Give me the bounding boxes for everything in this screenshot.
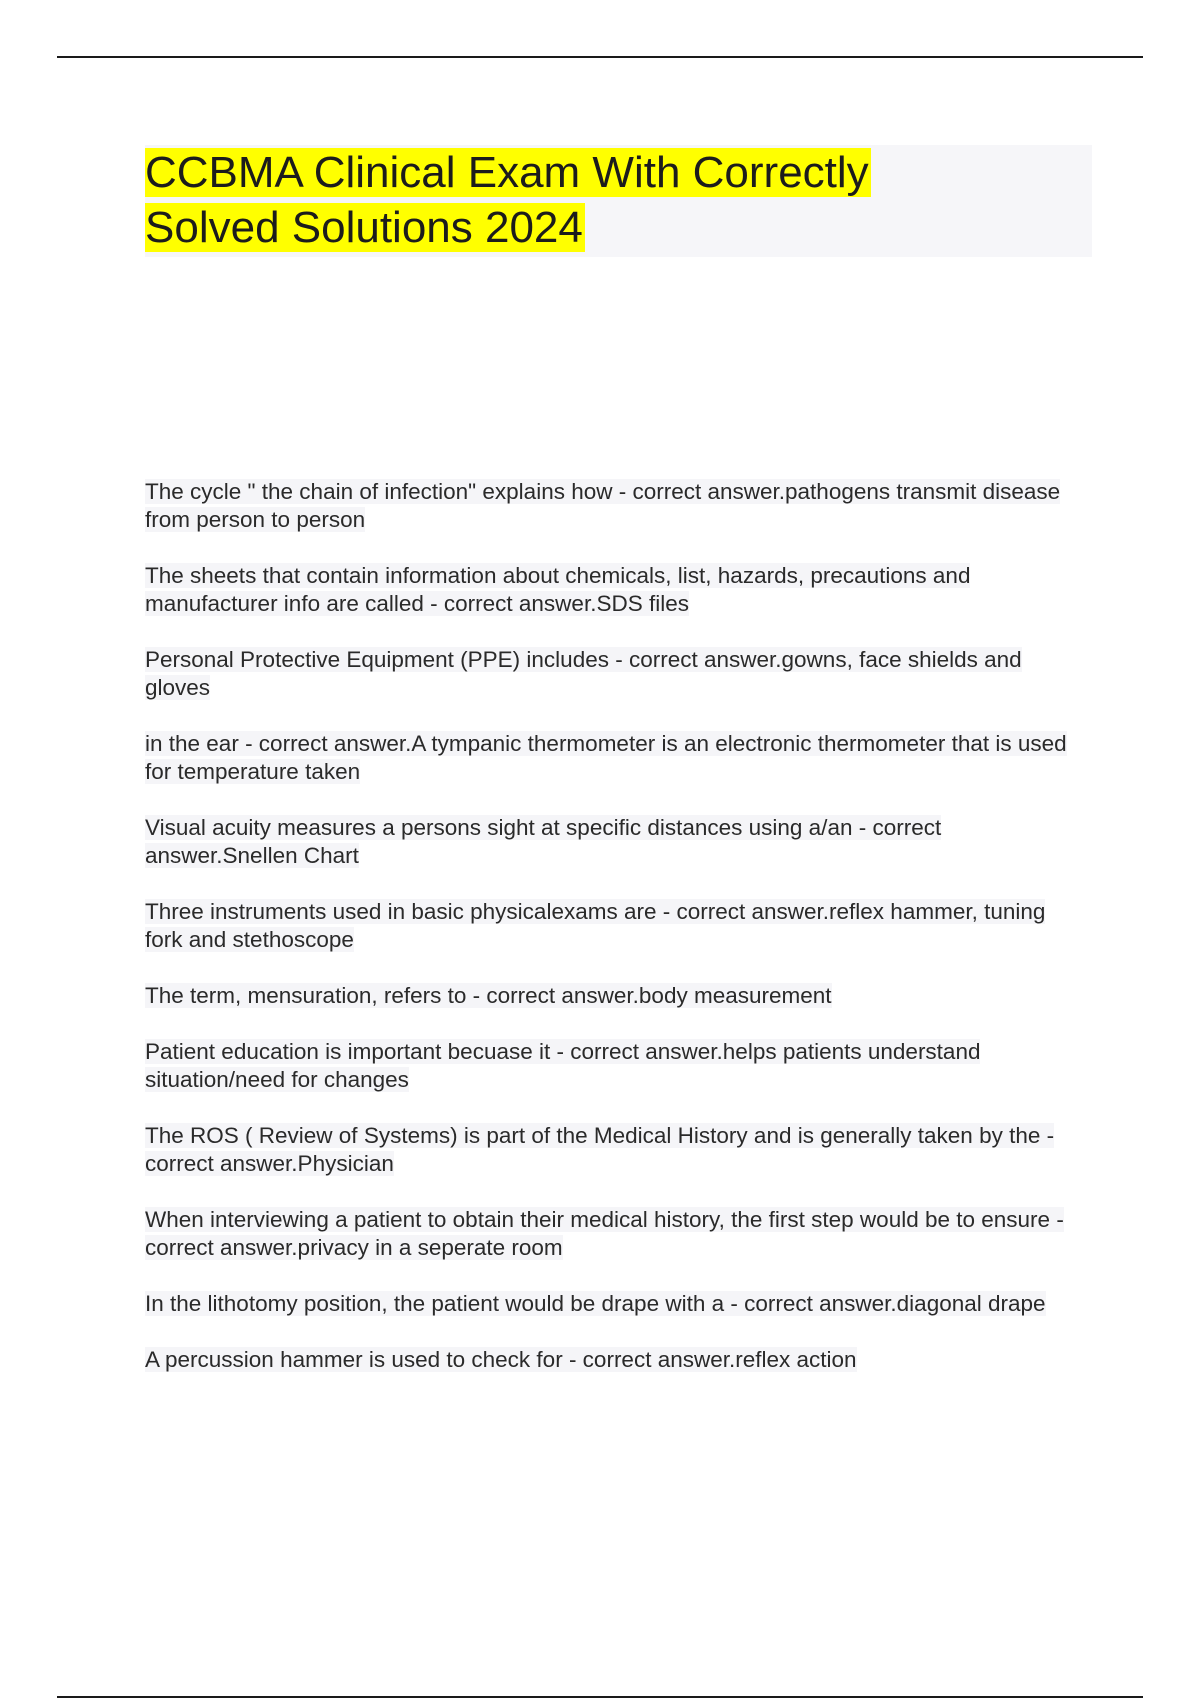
title-line-1: CCBMA Clinical Exam With Correctly [145,148,869,197]
qa-list [145,478,1090,1402]
qa-item-3: Personal Protective Equipment (PPE) includes - correct answer.gowns, face shields and gloves [145,647,1022,700]
qa-item-5: Visual acuity measures a persons sight at specific distances using a/an - correct answer.Snellen Chart [145,815,942,868]
qa-item-2: The sheets that contain information about chemicals, list, hazards, precautions and manufacturer info are called - correct answer.SDS files [145,563,971,616]
qa-item-10: When interviewing a patient to obtain their medical history, the first step would be to ensure - correct answer.privacy in a seperate room [145,1207,1064,1260]
top-rule [57,56,1143,58]
bottom-rule [57,1696,1143,1698]
qa-item-1: The cycle " the chain of infection" explains how - correct answer.pathogens transmit disease from person to person [145,479,1061,532]
document-title [145,145,1092,255]
qa-item-8: Patient education is important becuase it - correct answer.helps patients understand situation/need for changes [145,1039,981,1092]
qa-item-12: A percussion hammer is used to check for - correct answer.reflex action [145,1347,857,1372]
qa-item-4: in the ear - correct answer.A tympanic thermometer is an electronic thermometer that is used for temperature taken [145,731,1067,784]
title-line-2: Solved Solutions 2024 [145,203,583,252]
title-block [145,145,1092,257]
qa-item-7: The term, mensuration, refers to - correct answer.body measurement [145,983,832,1008]
qa-item-6: Three instruments used in basic physicalexams are - correct answer.reflex hammer, tuning fork and stethoscope [145,899,1046,952]
qa-item-9: The ROS ( Review of Systems) is part of the Medical History and is generally taken by the - correct answer.Physician [145,1123,1055,1176]
qa-item-11: In the lithotomy position, the patient would be drape with a - correct answer.diagonal drape [145,1291,1046,1316]
